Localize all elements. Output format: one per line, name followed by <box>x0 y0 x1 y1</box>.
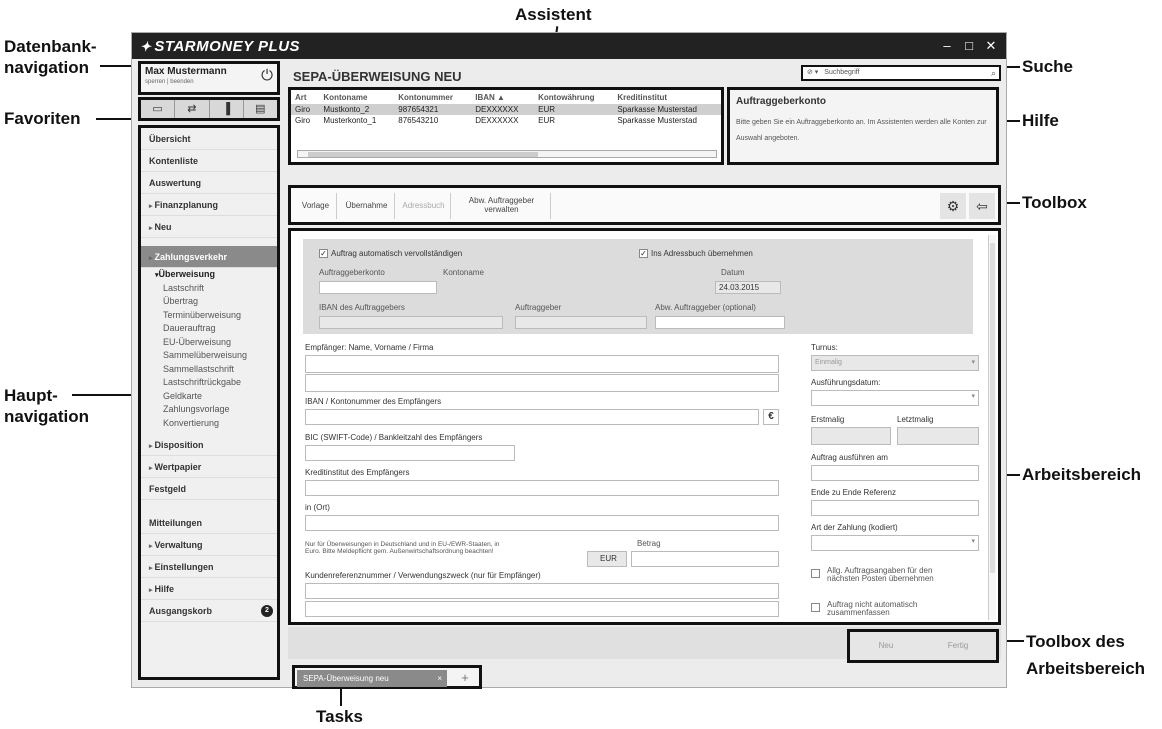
auftraggeberkonto-field[interactable] <box>319 281 437 294</box>
empfaenger-field-line1[interactable] <box>305 355 779 373</box>
nav-sub-lastschriftrueckgabe[interactable]: Lastschriftrückgabe <box>163 377 242 387</box>
iban-empfaenger-field[interactable] <box>305 409 759 425</box>
nav-uebersicht[interactable]: Übersicht <box>141 128 277 150</box>
chevron-down-icon: ▾ <box>971 359 975 366</box>
favorites-bar <box>138 97 280 121</box>
abw-auftraggeber-field[interactable] <box>655 316 785 329</box>
transfer-icon[interactable]: ⇄ <box>175 100 209 118</box>
power-icon[interactable]: ⏻ <box>261 67 273 84</box>
vorlage-button[interactable]: Vorlage <box>295 193 337 219</box>
nav-auswertung[interactable]: Auswertung <box>141 172 277 194</box>
nav-sub-ueberweisung[interactable]: ▾ Überweisung <box>141 268 277 282</box>
table-cell: 876543210 <box>398 116 439 125</box>
chevron-down-icon: ▾ <box>971 393 975 400</box>
logo-icon: ✦ <box>140 39 152 54</box>
art-zahlung-label: Art der Zahlung (kodiert) <box>811 523 898 532</box>
verwendungszweck-label: Kundenreferenznummer / Verwendungszweck (nur für Empfänger) <box>305 571 541 580</box>
lock-quit-links[interactable]: sperren | beenden <box>145 79 194 85</box>
ende-zu-ende-field[interactable] <box>811 500 979 516</box>
allg-auftragsangaben-line2: nächsten Posten übernehmen <box>827 574 934 583</box>
nav-sub-zahlungsvorlage[interactable]: Zahlungsvorlage <box>163 404 230 414</box>
vertical-scrollbar[interactable] <box>988 235 996 620</box>
art-zahlung-select[interactable] <box>811 535 979 551</box>
back-arrow-icon[interactable]: ⇦ <box>969 193 995 219</box>
user-name: Max Mustermann <box>145 66 227 77</box>
nicht-zusammenfassen-line2: zusammenfassen <box>827 608 890 617</box>
nav-kontenliste[interactable]: Kontenliste <box>141 150 277 172</box>
turnus-value: Einmalig <box>815 359 842 366</box>
table-cell: Sparkasse Musterstad <box>617 116 697 125</box>
allg-auftragsangaben-checkbox[interactable] <box>811 569 820 578</box>
turnus-select[interactable] <box>811 355 979 371</box>
callout-line <box>72 394 138 396</box>
callout-arbeitsbereich: Arbeitsbereich <box>1022 465 1142 484</box>
adressbuch-button[interactable]: Adressbuch <box>397 193 451 219</box>
auftrag-ausfuehren-label: Auftrag ausführen am <box>811 453 888 462</box>
work-area-toolbox <box>847 629 999 663</box>
auftraggeber-label: Auftraggeber <box>515 303 562 312</box>
erstmalig-field <box>811 427 891 445</box>
ort-field[interactable] <box>305 515 779 531</box>
column-header-iban[interactable]: IBAN ▲ <box>475 92 505 102</box>
nicht-zusammenfassen-label <box>827 601 917 617</box>
close-tab-icon[interactable]: × <box>437 674 442 683</box>
scrollbar-thumb[interactable] <box>990 243 995 573</box>
column-header-kontonummer[interactable]: Kontonummer <box>398 92 453 102</box>
assistant-panel <box>288 87 724 165</box>
address-book-label: Ins Adressbuch übernehmen <box>651 249 753 258</box>
turnus-label: Turnus: <box>811 343 838 352</box>
betrag-field[interactable] <box>631 551 779 567</box>
table-cell: Giro <box>291 104 319 115</box>
euro-button[interactable]: € <box>763 409 779 425</box>
table-cell: Sparkasse Musterstad <box>613 104 721 115</box>
bic-field[interactable] <box>305 445 515 461</box>
table-row[interactable] <box>291 104 721 115</box>
abw-auftraggeber-label: Abw. Auftraggeber (optional) <box>655 303 756 312</box>
nav-sub-eu-ueberweisung[interactable]: EU-Überweisung <box>163 336 232 347</box>
letztmalig-label: Letztmalig <box>897 415 934 424</box>
nav-mitteilungen[interactable]: Mitteilungen <box>141 512 277 534</box>
search-icon[interactable]: ⌕ <box>990 68 996 78</box>
nav-disposition[interactable]: ▸ Disposition <box>141 434 277 456</box>
table-cell: DEXXXXXX <box>475 116 519 125</box>
maximize-button[interactable]: □ <box>965 38 973 53</box>
column-header-art[interactable]: Art <box>295 92 307 102</box>
allg-auftragsangaben-label <box>827 567 934 583</box>
nicht-zusammenfassen-line1: Auftrag nicht automatisch <box>827 600 918 609</box>
nav-sub-sammelueberweisung[interactable]: Sammelüberweisung <box>163 350 248 360</box>
help-text: Bitte geben Sie ein Auftraggeberkonto an. Im Assistenten werden alle Konten zur Auswahl angeboten. <box>736 119 987 142</box>
app-logo-text: STARMONEY PLUS <box>154 38 301 55</box>
verwendungszweck-field-line2[interactable] <box>305 601 779 617</box>
nav-spacer <box>141 500 277 512</box>
database-navigation <box>138 61 280 95</box>
betrag-label: Betrag <box>637 539 661 548</box>
ende-zu-ende-label: Ende zu Ende Referenz <box>811 488 896 497</box>
allg-auftragsangaben-line1: Allg. Auftragsangaben für den <box>827 566 933 575</box>
datum-field: 24.03.2015 <box>715 281 781 294</box>
erstmalig-label: Erstmalig <box>811 415 845 424</box>
page-title: SEPA-ÜBERWEISUNG NEU <box>293 69 462 84</box>
nav-einstellungen[interactable]: ▸ Einstellungen <box>141 556 277 578</box>
work-area <box>288 228 1001 625</box>
toolbox <box>288 185 1001 225</box>
sender-section <box>303 239 973 334</box>
callout-hauptnavigation: Haupt- navigation <box>4 386 90 427</box>
chart-icon[interactable]: ▐ <box>210 100 244 118</box>
ausgangskorb-count-badge: 2 <box>261 605 273 617</box>
meldepflicht-note: Nur für Überweisungen in Deutschland und in EU-/EWR-Staaten, in Euro. Bitte Meldepflicht gem. Außenwirtschaftsordnung beachten! <box>305 541 500 555</box>
callout-suche: Suche <box>1022 57 1074 76</box>
nav-sub-dauerauftrag[interactable]: Dauerauftrag <box>163 323 216 333</box>
card-icon[interactable]: ▭ <box>141 100 175 118</box>
kreditinstitut-field[interactable] <box>305 480 779 496</box>
empfaenger-field-line2[interactable] <box>305 374 779 392</box>
empfaenger-label: Empfänger: Name, Vorname / Firma <box>305 343 434 352</box>
iban-auftraggeber-field <box>319 316 503 329</box>
column-header-kontoname[interactable]: Kontoname <box>323 92 368 102</box>
task-tab-sepa-ueberweisung[interactable] <box>297 670 447 687</box>
nav-verwaltung[interactable]: ▸ Verwaltung <box>141 534 277 556</box>
auto-complete-checkbox[interactable]: ✓ <box>320 249 327 258</box>
kontoname-label: Kontoname <box>443 268 484 277</box>
ausfuehrungsdatum-select[interactable] <box>811 390 979 406</box>
abw-auftraggeber-label-2: verwalten <box>484 205 519 214</box>
app-window <box>131 32 1007 688</box>
abw-auftraggeber-label-1: Abw. Auftraggeber <box>468 196 535 205</box>
callout-line <box>340 688 342 706</box>
chevron-down-icon: ▾ <box>971 538 975 545</box>
account-table <box>291 90 721 126</box>
ort-label: in (Ort) <box>305 503 330 512</box>
search-input[interactable] <box>801 65 1001 81</box>
table-cell: Giro <box>295 116 311 125</box>
iban-empfaenger-label: IBAN / Kontonummer des Empfängers <box>305 397 442 406</box>
app-logo <box>140 38 300 55</box>
nav-finanzplanung[interactable]: ▸ Finanzplanung <box>141 194 277 216</box>
uebernahme-button[interactable]: Übernahme <box>339 193 395 219</box>
task-tab-label: SEPA-Überweisung neu <box>303 674 389 683</box>
nav-festgeld[interactable]: Festgeld <box>141 478 277 500</box>
verwendungszweck-field-line1[interactable] <box>305 583 779 599</box>
auftraggeberkonto-label: Auftraggeberkonto <box>319 268 385 277</box>
table-cell: EUR <box>534 104 613 115</box>
nav-neu[interactable]: ▸ Neu <box>141 216 277 238</box>
neu-button[interactable]: Neu <box>878 641 894 650</box>
callout-assistent: Assistent <box>515 5 592 24</box>
nav-ausgangskorb[interactable] <box>141 600 277 622</box>
nav-ausgangskorb-label: Ausgangskorb <box>149 606 213 616</box>
iban-auftraggeber-label: IBAN des Auftraggebers <box>319 303 405 312</box>
auftraggeber-field <box>515 316 647 329</box>
nav-sub-sammellastschrift[interactable]: Sammellastschrift <box>163 363 235 374</box>
scrollbar-thumb[interactable] <box>308 152 538 157</box>
fertig-button[interactable]: Fertig <box>947 641 969 650</box>
nav-wertpapier[interactable]: ▸ Wertpapier <box>141 456 277 478</box>
column-header-kreditinstitut[interactable]: Kreditinstitut <box>617 92 668 102</box>
main-navigation <box>138 125 280 680</box>
auto-complete-label: Auftrag automatisch vervollständigen <box>331 249 463 258</box>
callout-tasks: Tasks <box>316 707 363 726</box>
nav-spacer <box>141 238 277 246</box>
callout-hilfe: Hilfe <box>1022 111 1059 130</box>
minimize-button[interactable]: – <box>943 38 951 53</box>
datum-label: Datum <box>721 268 745 277</box>
search-placeholder: Suchbegriff <box>824 69 860 76</box>
kreditinstitut-label: Kreditinstitut des Empfängers <box>305 468 410 477</box>
table-cell: Mustkonto_2 <box>319 104 394 115</box>
table-cell: Musterkonto_1 <box>323 116 377 125</box>
add-task-button[interactable]: + <box>461 670 469 685</box>
settings-gear-icon[interactable]: ⚙ <box>940 193 966 219</box>
table-row[interactable] <box>291 115 721 126</box>
callout-datenbanknavigation: Datenbank- navigation <box>4 37 97 78</box>
table-cell: EUR <box>538 116 556 125</box>
nav-sub-lastschrift[interactable]: Lastschrift <box>163 282 205 293</box>
address-book-checkbox[interactable]: ✓ <box>640 249 647 258</box>
column-header-kontowaehrung[interactable]: Kontowährung <box>538 92 595 102</box>
nav-sub-konvertierung[interactable]: Konvertierung <box>163 417 220 428</box>
search-scope-dropdown[interactable]: ⊘ ▾ <box>807 69 819 76</box>
horizontal-scrollbar[interactable] <box>297 150 717 158</box>
ausfuehrungsdatum-label: Ausführungsdatum: <box>811 378 881 387</box>
nav-hilfe[interactable]: ▸ Hilfe <box>141 578 277 600</box>
nav-zahlungsverkehr[interactable]: ▸ Zahlungsverkehr <box>141 246 277 268</box>
title-bar <box>132 33 1006 59</box>
calculator-icon[interactable]: ▤ <box>255 103 266 115</box>
table-cell: 987654321 <box>394 104 471 115</box>
nav-sub-uebertrag[interactable]: Übertrag <box>163 296 199 306</box>
task-bar <box>292 665 482 689</box>
bic-label: BIC (SWIFT-Code) / Bankleitzahl des Empfängers <box>305 433 483 442</box>
callout-toolbox: Toolbox <box>1022 193 1087 212</box>
help-title: Auftraggeberkonto <box>736 96 826 107</box>
nav-sub-terminueberweisung[interactable]: Terminüberweisung <box>163 309 242 320</box>
nicht-zusammenfassen-checkbox[interactable] <box>811 603 820 612</box>
table-cell: DEXXXXXX <box>471 104 534 115</box>
auftrag-ausfuehren-field[interactable] <box>811 465 979 481</box>
table-header-row <box>291 90 721 104</box>
letztmalig-field <box>897 427 979 445</box>
nav-sub-geldkarte[interactable]: Geldkarte <box>163 390 203 401</box>
callout-favoriten: Favoriten <box>4 109 81 128</box>
callout-toolbox-arbeitsbereich: Toolbox des Arbeitsbereich <box>1026 632 1146 679</box>
help-panel <box>727 87 999 165</box>
currency-field: EUR <box>587 551 627 567</box>
abw-auftraggeber-button[interactable] <box>453 193 551 219</box>
close-button[interactable]: ✕ <box>985 38 997 53</box>
